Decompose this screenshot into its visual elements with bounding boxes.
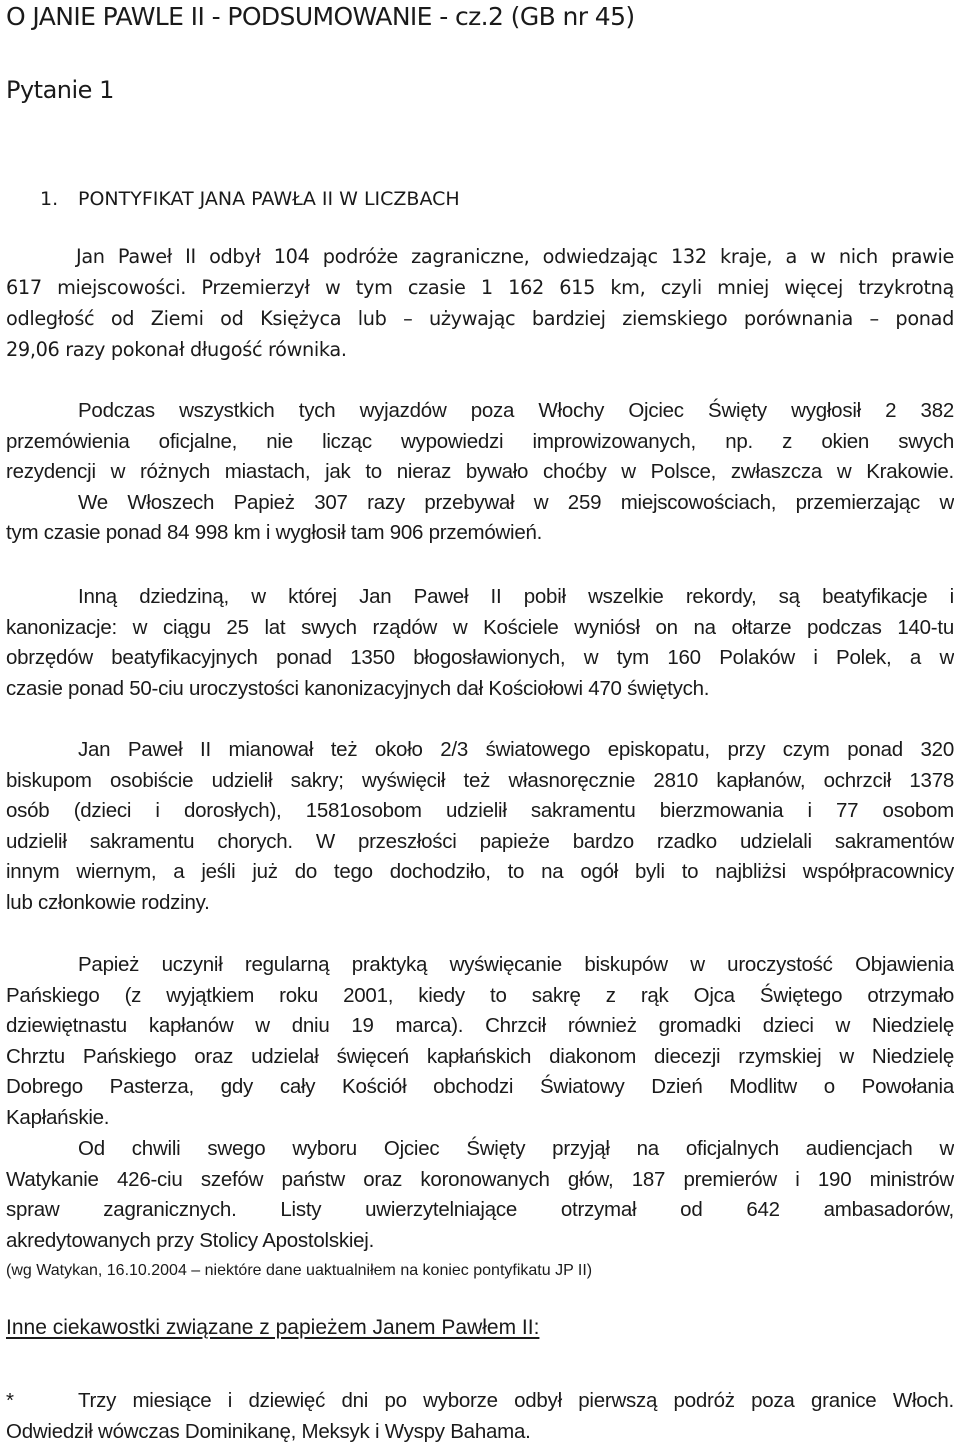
question-label: Pytanie 1: [6, 76, 114, 104]
paragraph-line: przemówienia oficjalne, nie licząc wypowiedzi improwizowanych, np. z okien swych: [6, 429, 954, 453]
section-number: 1.: [40, 188, 59, 210]
paragraph-line: Pańskiego (z wyjątkiem roku 2001, kiedy to sakrę z rąk Ojca Świętego otrzymało: [6, 983, 954, 1007]
paragraph-line: Chrztu Pańskiego oraz udzielał święceń kapłańskich diakonom diecezji rzymskiej w Niedzielę: [6, 1044, 954, 1068]
paragraph-line: dziewiętnastu kapłanów w dniu 19 marca). Chrzcił również gromadki dzieci w Niedzielę: [6, 1014, 954, 1038]
paragraph-line: odległość od Ziemi od Księżyca lub – używając bardziej ziemskiego porównania – ponad: [6, 307, 954, 330]
paragraph-line: Inną dziedziną, w której Jan Paweł II pobił wszelkie rekordy, są beatyfikacje i: [78, 585, 954, 608]
paragraph-line: innym wiernym, a jeśli już do tego dochodziło, to na ogół byli to najbliżsi współpracownicy: [6, 860, 954, 884]
paragraph-line: udzielił sakramentu chorych. W przeszłości papieże bardzo rzadko udzielali sakramentów: [6, 829, 954, 853]
paragraph-line: osób (dzieci i dorosłych), 1581osobom udzielił sakramentu bierzmowania i 77 osobom: [6, 799, 954, 823]
paragraph-line: Podczas wszystkich tych wyjazdów poza Włochy Ojciec Święty wygłosił 2 382: [78, 399, 954, 422]
trivia-item: [6, 1386, 954, 1447]
paragraph-line: rezydencji w różnych miastach, jak to nieraz bywało choćby w Polsce, zwłaszcza w Krakowie.: [6, 460, 954, 484]
paragraph-line: obrzędów beatyfikacyjnych ponad 1350 błogosławionych, w tym 160 Polaków i Polek, a w: [6, 646, 954, 670]
paragraph-line: Jan Paweł II mianował też około 2/3 światowego episkopatu, przy czym ponad 320: [78, 738, 954, 761]
section-heading-text: PONTYFIKAT JANA PAWŁA II W LICZBACH: [78, 188, 460, 210]
trivia-heading: Inne ciekawostki związane z papieżem Janem Pawłem II:: [6, 1316, 540, 1339]
paragraph-line: Dobrego Pasterza, gdy cały Kościół obchodzi Światowy Dzień Modlitw o Powołania: [6, 1075, 954, 1099]
paragraph-beatifications: [6, 582, 954, 704]
paragraph-line: 29,06 razy pokonał długość równika.: [6, 338, 347, 361]
trivia-item-line: [6, 1386, 954, 1417]
paragraph-line: We Włoszech Papież 307 razy przebywał w 259 miejscowościach, przemierzając w: [78, 490, 954, 514]
trivia-item-line: Odwiedził wówczas Dominikanę, Meksyk i Wyspy Bahama.: [6, 1419, 531, 1443]
paragraph-speeches: [6, 396, 954, 549]
paragraph-line: spraw zagranicznych. Listy uwierzytelniające otrzymał od 642 ambasadorów,: [6, 1198, 954, 1222]
paragraph-line: Kapłańskie.: [6, 1105, 110, 1129]
paragraph-line: czasie ponad 50-ciu uroczystości kanonizacyjnych dał Kościołowi 470 świętych.: [6, 676, 710, 700]
paragraph-line: Od chwili swego wyboru Ojciec Święty przyjął na oficjalnych audiencjach w: [78, 1137, 954, 1160]
paragraph-travel-stats: [6, 241, 954, 365]
paragraph-line: Papież uczynił regularną praktyką wyświęcanie biskupów w uroczystość Objawienia: [78, 953, 954, 976]
paragraph-line: akredytowanych przy Stolicy Apostolskiej.: [6, 1228, 375, 1252]
paragraph-line: Jan Paweł II odbył 104 podróże zagraniczne, odwiedzając 132 kraje, a w nich prawie: [76, 245, 954, 268]
paragraph-audiences: [6, 1134, 954, 1256]
section-heading: [40, 188, 460, 210]
paragraph-line: biskupom osobiście udzielił sakry; wyświęcił też własnoręcznie 2810 kapłanów, ochrzcił 1378: [6, 768, 954, 792]
paragraph-line: tym czasie ponad 84 998 km i wygłosił tam 906 przemówień.: [6, 521, 543, 545]
trivia-item-text: Trzy miesiące i dziewięć dni po wyborze odbył pierwszą podróż poza granice Włoch.: [78, 1389, 954, 1412]
paragraph-ordinations: [6, 950, 954, 1134]
document-title: O JANIE PAWLE II - PODSUMOWANIE - cz.2 (GB nr 45): [6, 2, 635, 31]
source-note: (wg Watykan, 16.10.2004 – niektóre dane uaktualniłem na koniec pontyfikatu JP II): [6, 1262, 593, 1279]
paragraph-episcopate: [6, 735, 954, 919]
paragraph-line: kanonizacje: w ciągu 25 lat swych rządów w Kościele wyniósł on na ołtarze podczas 140-tu: [6, 615, 954, 639]
paragraph-line: lub członkowie rodziny.: [6, 890, 210, 914]
paragraph-line: Watykanie 426-ciu szefów państw oraz koronowanych głów, 187 premierów i 190 ministrów: [6, 1167, 954, 1191]
bullet-marker: *: [6, 1389, 14, 1412]
paragraph-line: 617 miejscowości. Przemierzył w tym czasie 1 162 615 km, czyli mniej więcej trzykrotną: [6, 276, 954, 299]
